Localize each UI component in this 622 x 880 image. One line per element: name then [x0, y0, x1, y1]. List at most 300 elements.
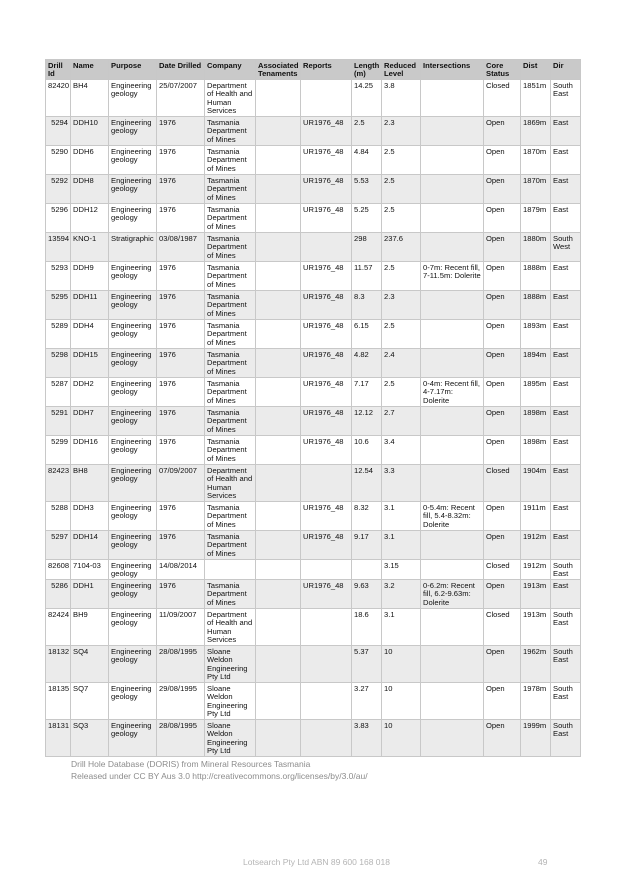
cell-length: 5.25 [352, 204, 382, 233]
cell-associated-tenaments [256, 683, 301, 720]
cell-name: DDH15 [71, 349, 109, 378]
cell-associated-tenaments [256, 436, 301, 465]
cell-reduced-level: 10 [382, 683, 421, 720]
cell-associated-tenaments [256, 175, 301, 204]
cell-name: SQ4 [71, 646, 109, 683]
cell-reports: UR1976_48 [301, 262, 352, 291]
cell-date-drilled: 1976 [157, 531, 205, 560]
cell-dir: East [551, 465, 581, 502]
cell-length: 18.6 [352, 609, 382, 646]
cell-length: 4.84 [352, 146, 382, 175]
cell-intersections: 0-5.4m: Recent fill, 5.4-8.32m: Dolerite [421, 502, 484, 531]
cell-company: Tasmania Department of Mines [205, 233, 256, 262]
cell-drill-id: 5289 [46, 320, 71, 349]
cell-dist: 1912m [521, 560, 551, 580]
cell-drill-id: 5299 [46, 436, 71, 465]
cell-dir: South East [551, 609, 581, 646]
cell-name: SQ3 [71, 720, 109, 757]
cell-drill-id: 5291 [46, 407, 71, 436]
cell-intersections [421, 146, 484, 175]
cell-purpose: Engineering geology [109, 262, 157, 291]
cell-core-status: Open [484, 117, 521, 146]
header-associated-tenaments: Associated Tenaments [256, 60, 301, 80]
cell-purpose: Engineering geology [109, 378, 157, 407]
cell-name: BH8 [71, 465, 109, 502]
cell-drill-id: 5290 [46, 146, 71, 175]
cell-purpose: Engineering geology [109, 204, 157, 233]
cell-reduced-level: 3.2 [382, 580, 421, 609]
cell-company: Department of Health and Human Services [205, 465, 256, 502]
cell-purpose: Engineering geology [109, 349, 157, 378]
cell-company: Tasmania Department of Mines [205, 407, 256, 436]
header-purpose: Purpose [109, 60, 157, 80]
cell-length: 12.12 [352, 407, 382, 436]
cell-core-status: Closed [484, 609, 521, 646]
cell-date-drilled: 28/08/1995 [157, 720, 205, 757]
cell-company: Tasmania Department of Mines [205, 204, 256, 233]
cell-reports: UR1976_48 [301, 320, 352, 349]
cell-reports: UR1976_48 [301, 349, 352, 378]
cell-dir: East [551, 117, 581, 146]
cell-reports [301, 80, 352, 117]
cell-core-status: Open [484, 720, 521, 757]
cell-intersections [421, 291, 484, 320]
cell-dist: 1851m [521, 80, 551, 117]
cell-dist: 1880m [521, 233, 551, 262]
cell-reports [301, 560, 352, 580]
cell-dist: 1978m [521, 683, 551, 720]
cell-core-status: Open [484, 502, 521, 531]
header-date-drilled: Date Drilled [157, 60, 205, 80]
cell-reduced-level: 3.15 [382, 560, 421, 580]
cell-reports: UR1976_48 [301, 580, 352, 609]
cell-associated-tenaments [256, 646, 301, 683]
cell-reports [301, 465, 352, 502]
cell-drill-id: 5296 [46, 204, 71, 233]
cell-length: 298 [352, 233, 382, 262]
cell-purpose: Engineering geology [109, 117, 157, 146]
cell-company: Tasmania Department of Mines [205, 117, 256, 146]
cell-drill-id: 82424 [46, 609, 71, 646]
cell-length: 3.83 [352, 720, 382, 757]
table-header-row [46, 60, 581, 80]
cell-dir: East [551, 349, 581, 378]
table-row [46, 531, 581, 560]
cell-drill-id: 5297 [46, 531, 71, 560]
cell-reports [301, 609, 352, 646]
cell-dist: 1913m [521, 580, 551, 609]
cell-dir: East [551, 502, 581, 531]
header-company: Company [205, 60, 256, 80]
cell-reduced-level: 2.3 [382, 117, 421, 146]
cell-company: Tasmania Department of Mines [205, 291, 256, 320]
cell-purpose: Engineering geology [109, 646, 157, 683]
cell-associated-tenaments [256, 531, 301, 560]
cell-length: 8.3 [352, 291, 382, 320]
table-row [46, 407, 581, 436]
cell-length: 9.63 [352, 580, 382, 609]
cell-name: DDH9 [71, 262, 109, 291]
cell-date-drilled: 1976 [157, 502, 205, 531]
cell-name: DDH10 [71, 117, 109, 146]
table-row [46, 262, 581, 291]
drill-hole-table [45, 59, 581, 757]
cell-reduced-level: 2.5 [382, 204, 421, 233]
table-row [46, 204, 581, 233]
cell-core-status: Open [484, 580, 521, 609]
cell-dist: 1904m [521, 465, 551, 502]
cell-dist: 1869m [521, 117, 551, 146]
cell-associated-tenaments [256, 349, 301, 378]
cell-dist: 1962m [521, 646, 551, 683]
cell-reduced-level: 2.5 [382, 320, 421, 349]
cell-purpose: Engineering geology [109, 683, 157, 720]
cell-dir: South East [551, 560, 581, 580]
cell-name: DDH8 [71, 175, 109, 204]
header-name: Name [71, 60, 109, 80]
cell-drill-id: 18131 [46, 720, 71, 757]
cell-dir: East [551, 580, 581, 609]
cell-date-drilled: 1976 [157, 146, 205, 175]
cell-associated-tenaments [256, 320, 301, 349]
cell-associated-tenaments [256, 560, 301, 580]
table-row [46, 683, 581, 720]
cell-reduced-level: 2.5 [382, 175, 421, 204]
table-row [46, 175, 581, 204]
cell-core-status: Open [484, 262, 521, 291]
source-note-line-1: Drill Hole Database (DORIS) from Mineral Resources Tasmania [71, 759, 311, 769]
cell-length: 3.27 [352, 683, 382, 720]
cell-company [205, 560, 256, 580]
cell-intersections [421, 117, 484, 146]
cell-drill-id: 13594 [46, 233, 71, 262]
cell-name: DDH1 [71, 580, 109, 609]
cell-core-status: Open [484, 407, 521, 436]
cell-length: 5.53 [352, 175, 382, 204]
cell-associated-tenaments [256, 378, 301, 407]
cell-associated-tenaments [256, 465, 301, 502]
cell-company: Tasmania Department of Mines [205, 502, 256, 531]
cell-reports: UR1976_48 [301, 378, 352, 407]
cell-reduced-level: 2.5 [382, 262, 421, 291]
cell-length: 6.15 [352, 320, 382, 349]
cell-purpose: Engineering geology [109, 436, 157, 465]
cell-name: SQ7 [71, 683, 109, 720]
cell-associated-tenaments [256, 502, 301, 531]
cell-core-status: Closed [484, 465, 521, 502]
cell-associated-tenaments [256, 117, 301, 146]
cell-associated-tenaments [256, 580, 301, 609]
cell-reduced-level: 237.6 [382, 233, 421, 262]
cell-intersections [421, 436, 484, 465]
cell-reports [301, 646, 352, 683]
cell-dist: 1898m [521, 407, 551, 436]
cell-reports [301, 233, 352, 262]
cell-reduced-level: 3.1 [382, 502, 421, 531]
cell-reports: UR1976_48 [301, 117, 352, 146]
cell-dist: 1898m [521, 436, 551, 465]
table-row [46, 580, 581, 609]
cell-reduced-level: 3.1 [382, 609, 421, 646]
cell-name: DDH12 [71, 204, 109, 233]
cell-company: Tasmania Department of Mines [205, 531, 256, 560]
cell-date-drilled: 29/08/1995 [157, 683, 205, 720]
cell-core-status: Open [484, 378, 521, 407]
cell-intersections [421, 683, 484, 720]
cell-date-drilled: 07/09/2007 [157, 465, 205, 502]
cell-date-drilled: 11/09/2007 [157, 609, 205, 646]
cell-date-drilled: 1976 [157, 378, 205, 407]
cell-core-status: Open [484, 349, 521, 378]
cell-company: Department of Health and Human Services [205, 80, 256, 117]
cell-date-drilled: 25/07/2007 [157, 80, 205, 117]
cell-reports [301, 683, 352, 720]
cell-drill-id: 18132 [46, 646, 71, 683]
cell-dir: East [551, 378, 581, 407]
cell-date-drilled: 1976 [157, 349, 205, 378]
cell-length: 4.82 [352, 349, 382, 378]
cell-intersections [421, 233, 484, 262]
cell-name: DDH14 [71, 531, 109, 560]
cell-name: DDH3 [71, 502, 109, 531]
cell-dir: South East [551, 720, 581, 757]
cell-date-drilled: 1976 [157, 580, 205, 609]
cell-dist: 1888m [521, 262, 551, 291]
cell-company: Department of Health and Human Services [205, 609, 256, 646]
cell-reports: UR1976_48 [301, 436, 352, 465]
cell-dist: 1913m [521, 609, 551, 646]
cell-purpose: Engineering geology [109, 720, 157, 757]
cell-core-status: Open [484, 233, 521, 262]
cell-intersections [421, 175, 484, 204]
cell-company: Tasmania Department of Mines [205, 175, 256, 204]
cell-dir: East [551, 407, 581, 436]
cell-purpose: Engineering geology [109, 320, 157, 349]
cell-reduced-level: 3.1 [382, 531, 421, 560]
cell-associated-tenaments [256, 609, 301, 646]
cell-name: DDH7 [71, 407, 109, 436]
cell-name: DDH4 [71, 320, 109, 349]
source-note-line-2: Released under CC BY Aus 3.0 http://creativecommons.org/licenses/by/3.0/au/ [71, 771, 368, 781]
cell-drill-id: 5286 [46, 580, 71, 609]
cell-purpose: Engineering geology [109, 146, 157, 175]
cell-intersections [421, 720, 484, 757]
cell-company: Tasmania Department of Mines [205, 378, 256, 407]
cell-associated-tenaments [256, 233, 301, 262]
cell-dir: East [551, 291, 581, 320]
cell-intersections [421, 407, 484, 436]
cell-dist: 1893m [521, 320, 551, 349]
cell-length: 11.57 [352, 262, 382, 291]
cell-reduced-level: 3.4 [382, 436, 421, 465]
cell-associated-tenaments [256, 80, 301, 117]
cell-dir: East [551, 146, 581, 175]
cell-purpose: Engineering geology [109, 407, 157, 436]
cell-length: 7.17 [352, 378, 382, 407]
cell-company: Tasmania Department of Mines [205, 320, 256, 349]
header-reduced-level: Reduced Level [382, 60, 421, 80]
header-length: Length (m) [352, 60, 382, 80]
cell-drill-id: 82423 [46, 465, 71, 502]
cell-drill-id: 82608 [46, 560, 71, 580]
cell-drill-id: 5288 [46, 502, 71, 531]
header-dir: Dir [551, 60, 581, 80]
cell-reduced-level: 3.8 [382, 80, 421, 117]
cell-drill-id: 5293 [46, 262, 71, 291]
cell-intersections [421, 609, 484, 646]
header-intersections: Intersections [421, 60, 484, 80]
cell-company: Sloane Weldon Engineering Pty Ltd [205, 720, 256, 757]
cell-associated-tenaments [256, 146, 301, 175]
cell-reports: UR1976_48 [301, 146, 352, 175]
cell-drill-id: 82420 [46, 80, 71, 117]
cell-date-drilled: 14/08/2014 [157, 560, 205, 580]
cell-purpose: Engineering geology [109, 531, 157, 560]
cell-dist: 1870m [521, 146, 551, 175]
cell-name: KNO-1 [71, 233, 109, 262]
cell-reports: UR1976_48 [301, 502, 352, 531]
cell-name: DDH6 [71, 146, 109, 175]
cell-date-drilled: 1976 [157, 436, 205, 465]
cell-purpose: Engineering geology [109, 80, 157, 117]
cell-dir: East [551, 531, 581, 560]
cell-dist: 1999m [521, 720, 551, 757]
cell-core-status: Open [484, 204, 521, 233]
cell-date-drilled: 03/08/1987 [157, 233, 205, 262]
cell-name: DDH2 [71, 378, 109, 407]
cell-drill-id: 5287 [46, 378, 71, 407]
table-row [46, 117, 581, 146]
cell-dist: 1870m [521, 175, 551, 204]
cell-associated-tenaments [256, 291, 301, 320]
table-row [46, 233, 581, 262]
cell-dist: 1879m [521, 204, 551, 233]
cell-core-status: Open [484, 146, 521, 175]
table-row [46, 465, 581, 502]
cell-associated-tenaments [256, 407, 301, 436]
header-dist: Dist [521, 60, 551, 80]
cell-intersections [421, 80, 484, 117]
header-core-status: Core Status [484, 60, 521, 80]
cell-length: 5.37 [352, 646, 382, 683]
cell-dir: East [551, 262, 581, 291]
cell-length: 2.5 [352, 117, 382, 146]
cell-dir: East [551, 175, 581, 204]
header-reports: Reports [301, 60, 352, 80]
cell-core-status: Open [484, 291, 521, 320]
cell-date-drilled: 28/08/1995 [157, 646, 205, 683]
cell-purpose: Engineering geology [109, 560, 157, 580]
footer-company: Lotsearch Pty Ltd ABN 89 600 168 018 [243, 857, 390, 867]
cell-company: Tasmania Department of Mines [205, 146, 256, 175]
table-row [46, 436, 581, 465]
cell-intersections: 0-6.2m: Recent fill, 6.2-9.63m: Dolerite [421, 580, 484, 609]
cell-core-status: Open [484, 175, 521, 204]
cell-intersections [421, 560, 484, 580]
cell-intersections [421, 531, 484, 560]
table-row [46, 502, 581, 531]
cell-company: Sloane Weldon Engineering Pty Ltd [205, 646, 256, 683]
cell-name: DDH11 [71, 291, 109, 320]
cell-reports: UR1976_48 [301, 531, 352, 560]
cell-purpose: Engineering geology [109, 502, 157, 531]
cell-length: 9.17 [352, 531, 382, 560]
cell-purpose: Engineering geology [109, 291, 157, 320]
cell-dir: South East [551, 80, 581, 117]
cell-length: 8.32 [352, 502, 382, 531]
cell-reduced-level: 2.4 [382, 349, 421, 378]
table-row [46, 349, 581, 378]
cell-name: 7104-03 [71, 560, 109, 580]
cell-drill-id: 5292 [46, 175, 71, 204]
cell-core-status: Closed [484, 80, 521, 117]
cell-date-drilled: 1976 [157, 175, 205, 204]
cell-purpose: Engineering geology [109, 465, 157, 502]
cell-company: Tasmania Department of Mines [205, 436, 256, 465]
cell-intersections [421, 320, 484, 349]
cell-dir: South West [551, 233, 581, 262]
cell-name: BH4 [71, 80, 109, 117]
cell-dir: East [551, 436, 581, 465]
cell-reduced-level: 2.7 [382, 407, 421, 436]
cell-reduced-level: 2.5 [382, 146, 421, 175]
cell-intersections: 0-7m: Recent fill, 7-11.5m: Dolerite [421, 262, 484, 291]
cell-dist: 1888m [521, 291, 551, 320]
cell-purpose: Engineering geology [109, 609, 157, 646]
cell-length [352, 560, 382, 580]
cell-date-drilled: 1976 [157, 291, 205, 320]
cell-reduced-level: 3.3 [382, 465, 421, 502]
cell-associated-tenaments [256, 720, 301, 757]
cell-core-status: Open [484, 646, 521, 683]
cell-reduced-level: 10 [382, 720, 421, 757]
cell-length: 12.54 [352, 465, 382, 502]
table-row [46, 320, 581, 349]
cell-associated-tenaments [256, 262, 301, 291]
cell-name: DDH16 [71, 436, 109, 465]
table-row [46, 560, 581, 580]
table-row [46, 146, 581, 175]
table-row [46, 291, 581, 320]
table-row [46, 609, 581, 646]
cell-purpose: Stratigraphic [109, 233, 157, 262]
cell-core-status: Open [484, 531, 521, 560]
cell-company: Sloane Weldon Engineering Pty Ltd [205, 683, 256, 720]
cell-associated-tenaments [256, 204, 301, 233]
cell-dist: 1911m [521, 502, 551, 531]
cell-dist: 1895m [521, 378, 551, 407]
cell-intersections: 0-4m: Recent fill, 4-7.17m: Dolerite [421, 378, 484, 407]
cell-purpose: Engineering geology [109, 580, 157, 609]
cell-core-status: Open [484, 320, 521, 349]
cell-purpose: Engineering geology [109, 175, 157, 204]
cell-length: 14.25 [352, 80, 382, 117]
cell-name: BH9 [71, 609, 109, 646]
table-row [46, 720, 581, 757]
cell-company: Tasmania Department of Mines [205, 262, 256, 291]
footer-page-number: 49 [538, 857, 548, 867]
cell-intersections [421, 646, 484, 683]
cell-intersections [421, 204, 484, 233]
cell-reports: UR1976_48 [301, 204, 352, 233]
cell-date-drilled: 1976 [157, 407, 205, 436]
cell-dir: East [551, 320, 581, 349]
cell-company: Tasmania Department of Mines [205, 349, 256, 378]
cell-core-status: Open [484, 436, 521, 465]
cell-date-drilled: 1976 [157, 117, 205, 146]
cell-dir: East [551, 204, 581, 233]
cell-length: 10.6 [352, 436, 382, 465]
